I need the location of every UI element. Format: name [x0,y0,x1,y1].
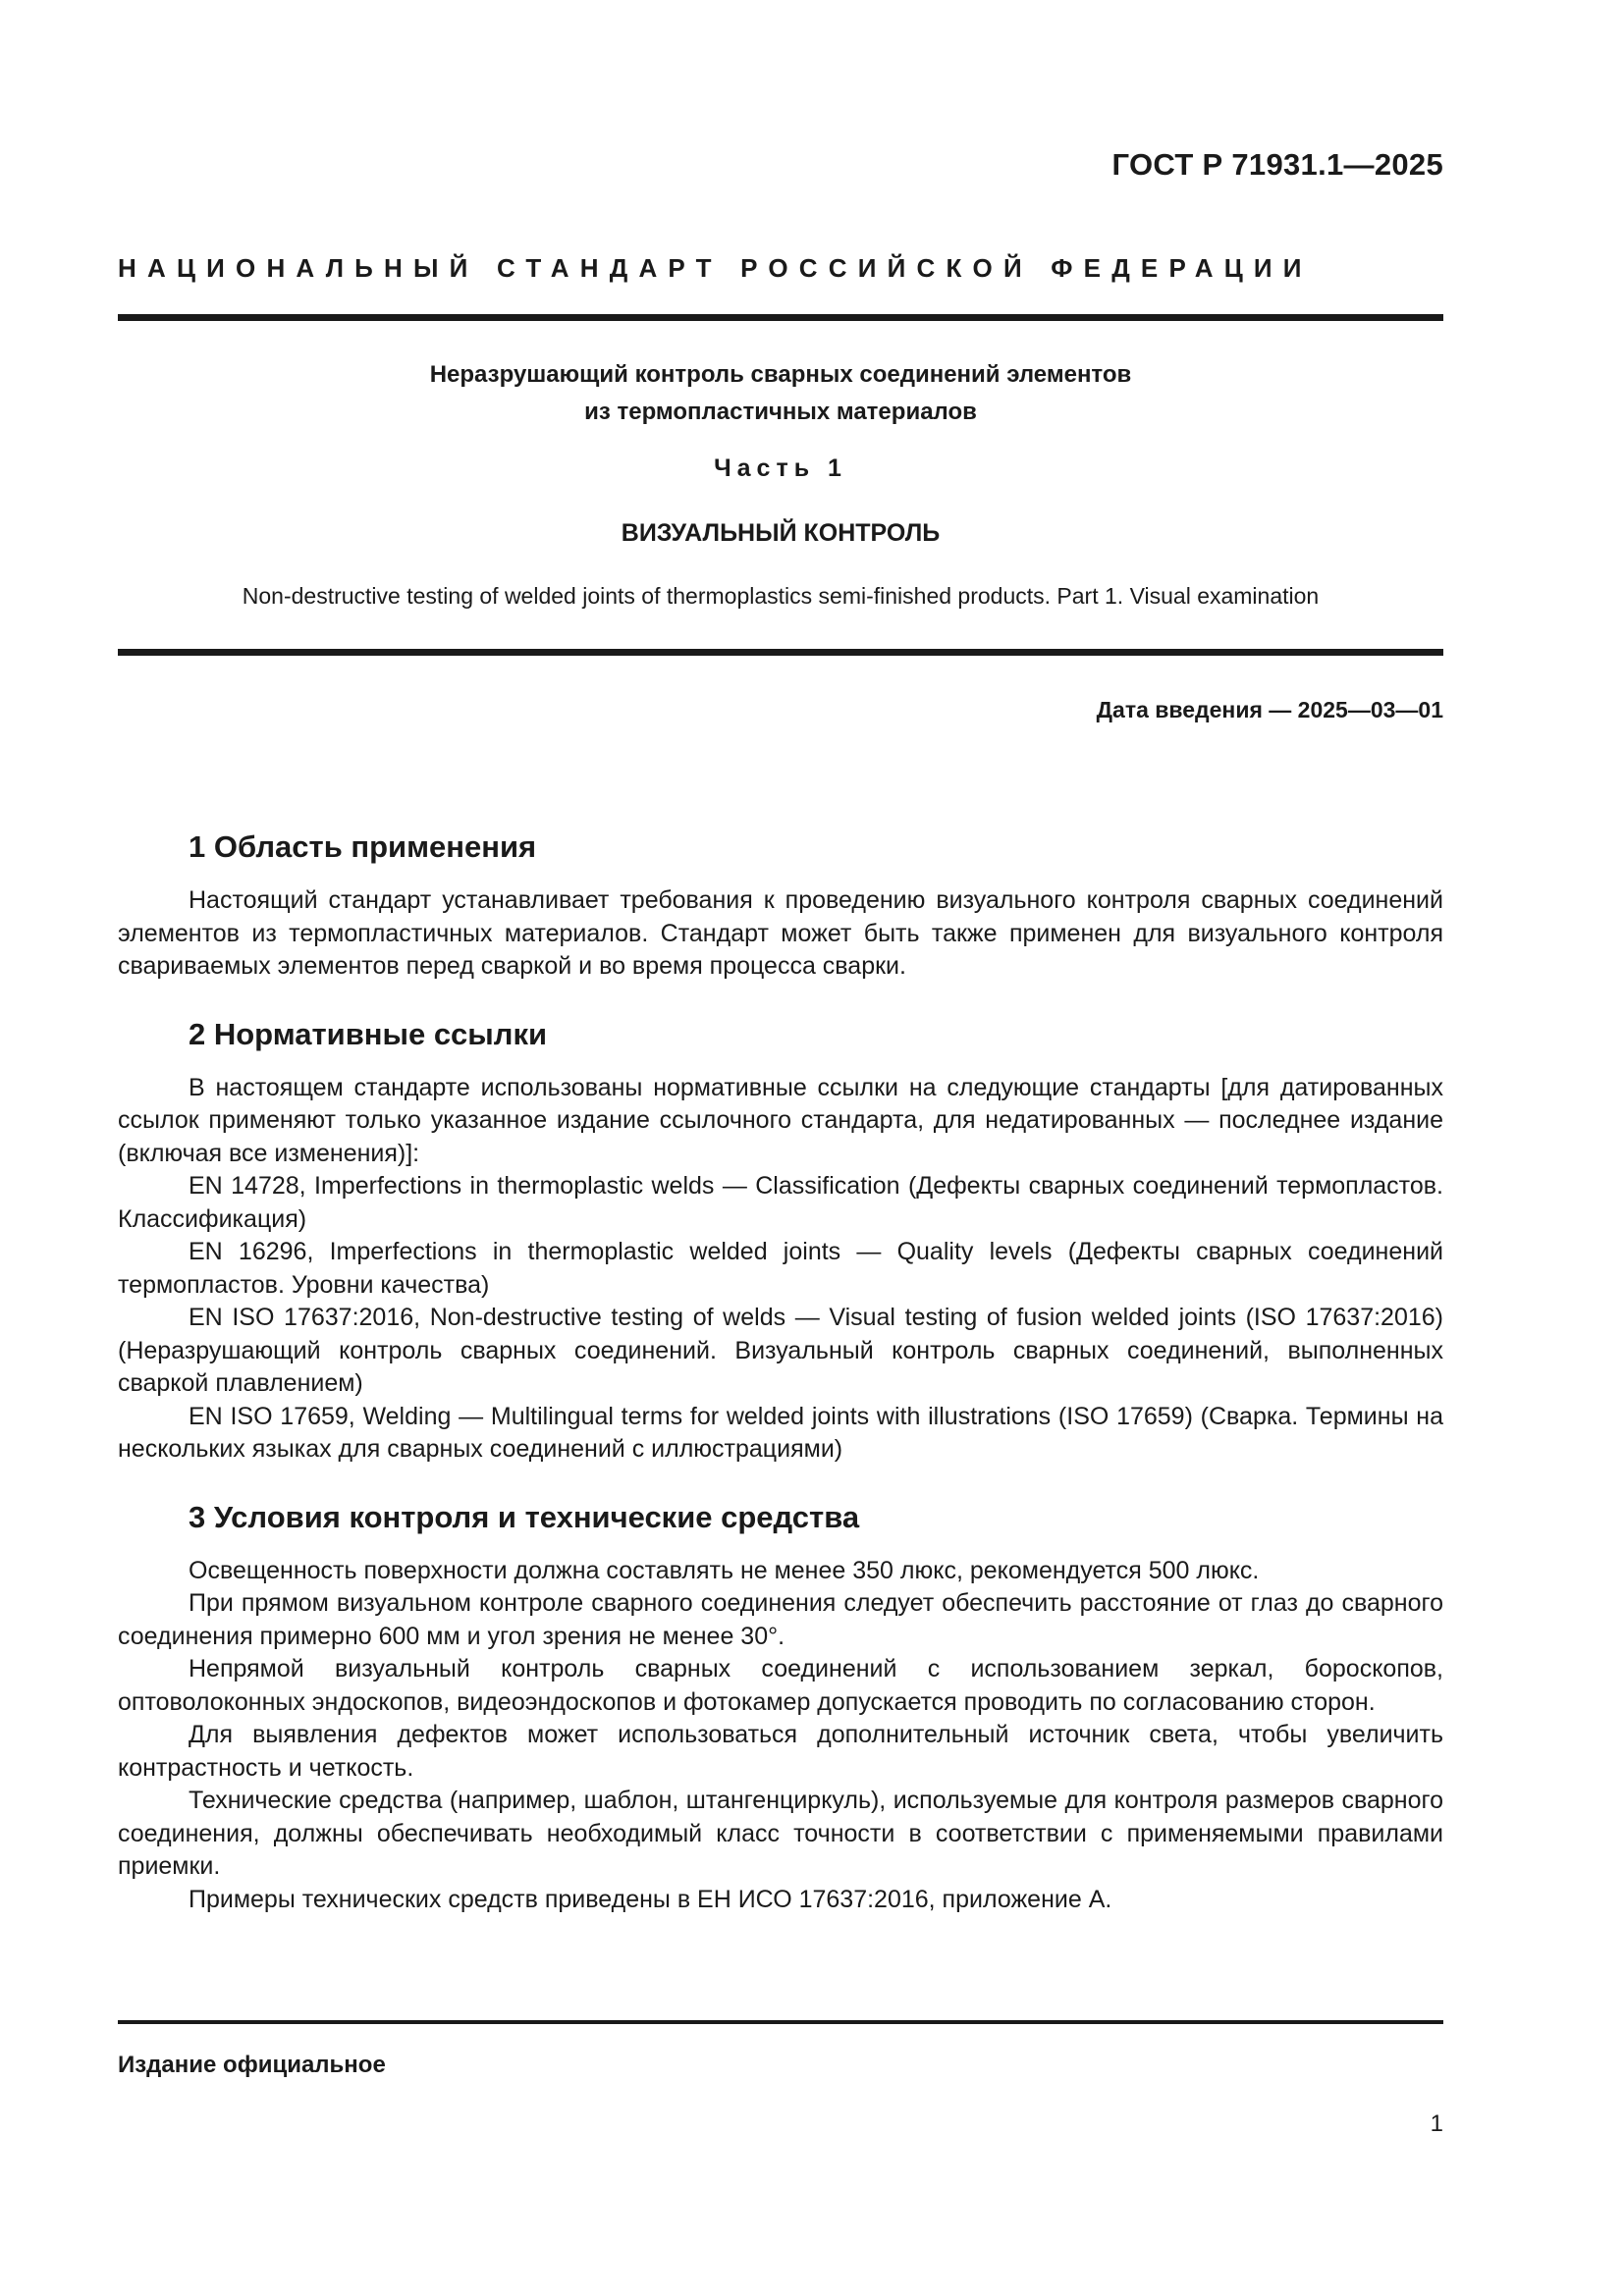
reference-item: EN 16296, Imperfections in thermoplastic welded joints — Quality levels (Дефекты сварных соединений термопластов. Уровни качества) [118,1238,1443,1299]
page-number: 1 [1430,2110,1443,2137]
english-title: Non-destructive testing of welded joints of thermoplastics semi-finished products. Part 1. Visual examination [242,583,1320,609]
national-standard-banner: НАЦИОНАЛЬНЫЙ СТАНДАРТ РОССИЙСКОЙ ФЕДЕРАЦИИ [118,253,1313,283]
section-paragraph: Освещенность поверхности должна составлять не менее 350 люкс, рекомендуется 500 люкс. [189,1556,1260,1584]
section-paragraph: Примеры технических средств приведены в ЕН ИСО 17637:2016, приложение А. [189,1885,1112,1913]
part-label: Часть 1 [714,454,847,482]
top-divider [118,314,1443,321]
section-heading: 1 Область применения [189,829,537,864]
title-line-1: Неразрушающий контроль сварных соединений элементов [429,361,1132,388]
document-title [118,356,1443,431]
section-paragraph: Непрямой визуальный контроль сварных соединений с использованием зеркал, бороскопов, оптоволоконных эндоскопов, видеоэндоскопов и фотокамер допускается проводить по согласованию сторон. [118,1655,1443,1716]
reference-item: EN 14728, Imperfections in thermoplastic welds — Classification (Дефекты сварных соединений термопластов. Классификация) [118,1172,1443,1233]
introduction-date: Дата введения — 2025—03—01 [1096,697,1443,722]
section-normative-references [118,1015,1443,1467]
document-body [118,828,1443,1916]
section-paragraph: При прямом визуальном контроле сварного соединения следует обеспечить расстояние от глаз до сварного соединения примерно 600 мм и угол зрения не менее 30°. [118,1589,1443,1650]
official-edition-label: Издание официальное [118,2052,386,2078]
section-heading: 3 Условия контроля и технические средства [189,1499,860,1534]
footer-divider [118,2020,1443,2024]
document-code: ГОСТ Р 71931.1—2025 [1111,147,1443,182]
section-heading: 2 Нормативные ссылки [189,1016,548,1051]
section-paragraph: Настоящий стандарт устанавливает требования к проведению визуального контроля сварных соединений элементов из термопластичных материалов. Стандарт может быть также применен для визуального контроля свариваемых элементов перед сваркой и во время процесса сварки. [118,886,1443,980]
title-line-2: из термопластичных материалов [584,399,977,425]
section-paragraph: Технические средства (например, шаблон, штангенциркуль), используемые для контроля размеров сварного соединения, должны обеспечивать необходимый класс точности в соответствии с применяемыми правилами приемки. [118,1787,1443,1880]
reference-item: EN ISO 17659, Welding — Multilingual terms for welded joints with illustrations (ISO 17659) (Сварка. Термины на нескольких языках для сварных соединений с иллюстрациями) [118,1402,1443,1463]
reference-item: EN ISO 17637:2016, Non-destructive testing of welds — Visual testing of fusion welded joints (ISO 17637:2016) (Неразрушающий контроль сварных соединений. Визуальный контроль сварных соединений, выполненных сваркой плавлением) [118,1304,1443,1397]
title-divider [118,649,1443,656]
section-inspection-conditions [118,1498,1443,1917]
section-paragraph: В настоящем стандарте использованы нормативные ссылки на следующие стандарты [для датированных ссылок применяют только указанное издание ссылочного стандарта, для недатированных — последнее издание (включая все изменения)]: [118,1073,1443,1167]
section-scope [118,828,1443,984]
section-paragraph: Для выявления дефектов может использоваться дополнительный источник света, чтобы увеличить контрастность и четкость. [118,1721,1443,1782]
document-subtitle: ВИЗУАЛЬНЫЙ КОНТРОЛЬ [621,519,941,547]
